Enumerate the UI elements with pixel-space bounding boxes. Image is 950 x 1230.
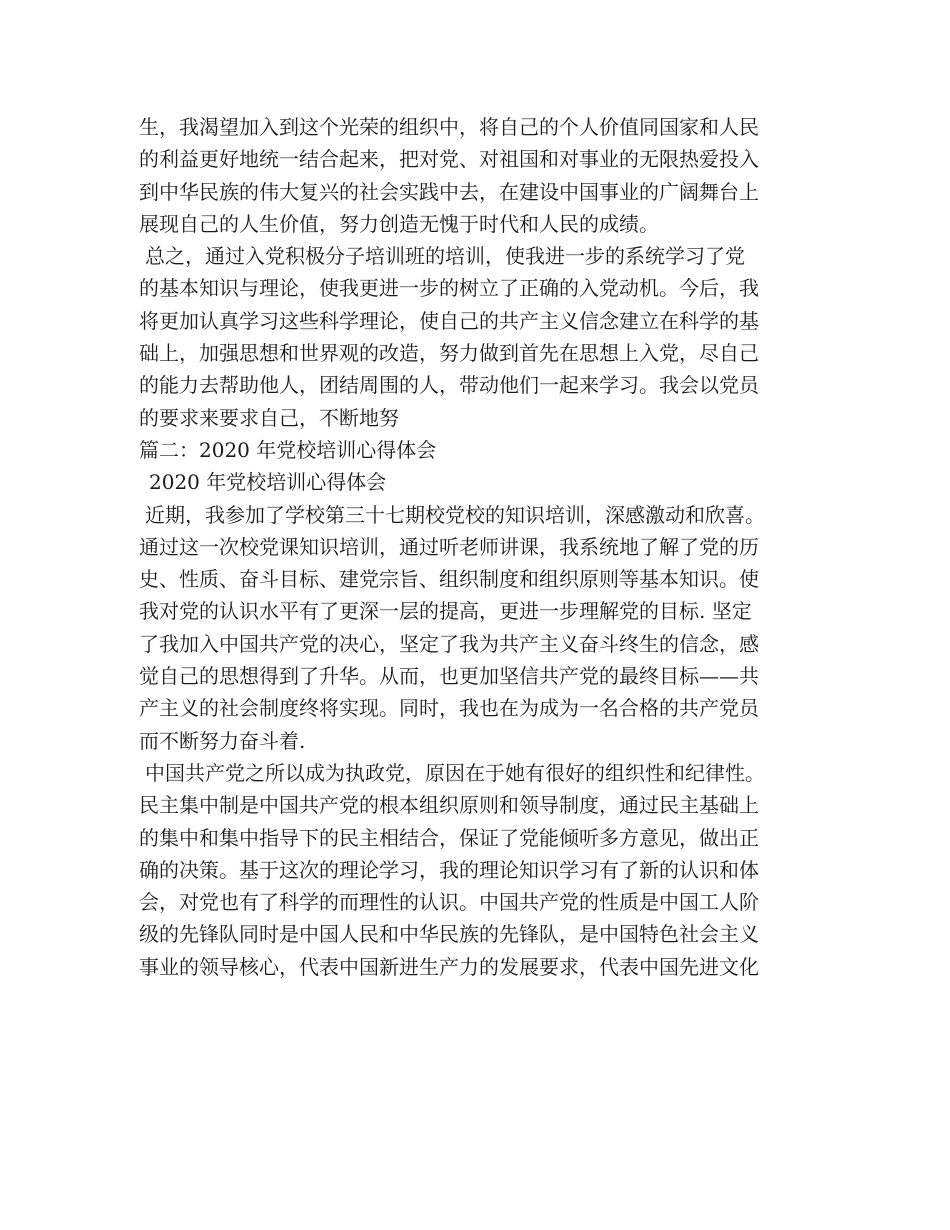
text-line: 会，对党也有了科学的而理性的认识。中国共产党的性质是中国工人阶 bbox=[139, 890, 759, 915]
text-line: 确的决策。基于这次的理论学习，我的理论知识学习有了新的认识和体 bbox=[139, 857, 759, 882]
paragraph-start-line: 总之，通过入党积极分子培训班的培训，使我进一步的系统学习了党 bbox=[145, 244, 745, 269]
text-line: 级的先锋队同时是中国人民和中华民族的先锋队，是中国特色社会主义 bbox=[139, 922, 759, 947]
text-line: 史、性质、奋斗目标、建党宗旨、组织制度和组织原则等基本知识。使 bbox=[139, 567, 759, 592]
text-line: 础上，加强思想和世界观的改造，努力做到首先在思想上入党，尽自己 bbox=[139, 341, 759, 366]
text-line: 我对党的认识水平有了更深一层的提高，更进一步理解党的目标. 坚定 bbox=[139, 599, 752, 624]
document-body bbox=[139, 111, 829, 983]
text-line: 将更加认真学习这些科学理论，使自己的共产主义信念建立在科学的基 bbox=[139, 308, 759, 333]
text-line: 产主义的社会制度终将实现。同时，我也在为成为一名合格的共产党员 bbox=[139, 696, 759, 721]
text-line: 而不断努力奋斗着. bbox=[139, 728, 306, 753]
section-heading: 篇二：2020 年党校培训心得体会 bbox=[139, 437, 437, 462]
text-line: 觉自己的思想得到了升华。从而，也更加坚信共产党的最终目标——共 bbox=[139, 664, 759, 689]
paragraph-start-line: 中国共产党之所以成为执政党，原因在于她有很好的组织性和纪律性。 bbox=[145, 760, 765, 785]
text-line: 展现自己的人生价值，努力创造无愧于时代和人民的成绩。 bbox=[139, 211, 659, 236]
text-line: 的能力去帮助他人，团结周围的人，带动他们一起来学习。我会以党员 bbox=[139, 373, 759, 398]
text-line: 了我加入中国共产党的决心，坚定了我为共产主义奋斗终生的信念，感 bbox=[139, 631, 759, 656]
text-line: 的利益更好地统一结合起来，把对党、对祖国和对事业的无限热爱投入 bbox=[139, 147, 759, 172]
text-line: 的要求来要求自己，不断地努 bbox=[139, 405, 399, 430]
text-line: 到中华民族的伟大复兴的社会实践中去，在建设中国事业的广阔舞台上 bbox=[139, 179, 759, 204]
text-line: 事业的领导核心，代表中国新进生产力的发展要求，代表中国先进文化 bbox=[139, 954, 759, 979]
paragraph-start-line: 近期，我参加了学校第三十七期校党校的知识培训，深感激动和欣喜。 bbox=[145, 502, 765, 527]
text-line: 生，我渴望加入到这个光荣的组织中，将自己的个人价值同国家和人民 bbox=[139, 115, 759, 139]
section-title: 2020 年党校培训心得体会 bbox=[149, 470, 387, 495]
text-line: 的集中和集中指导下的民主相结合，保证了党能倾听多方意见，做出正 bbox=[139, 825, 759, 850]
text-line: 民主集中制是中国共产党的根本组织原则和领导制度，通过民主基础上 bbox=[139, 793, 759, 818]
text-line: 通过这一次校党课知识培训，通过听老师讲课，我系统地了解了党的历 bbox=[139, 534, 759, 559]
text-line: 的基本知识与理论，使我更进一步的树立了正确的入党动机。今后，我 bbox=[139, 276, 759, 301]
